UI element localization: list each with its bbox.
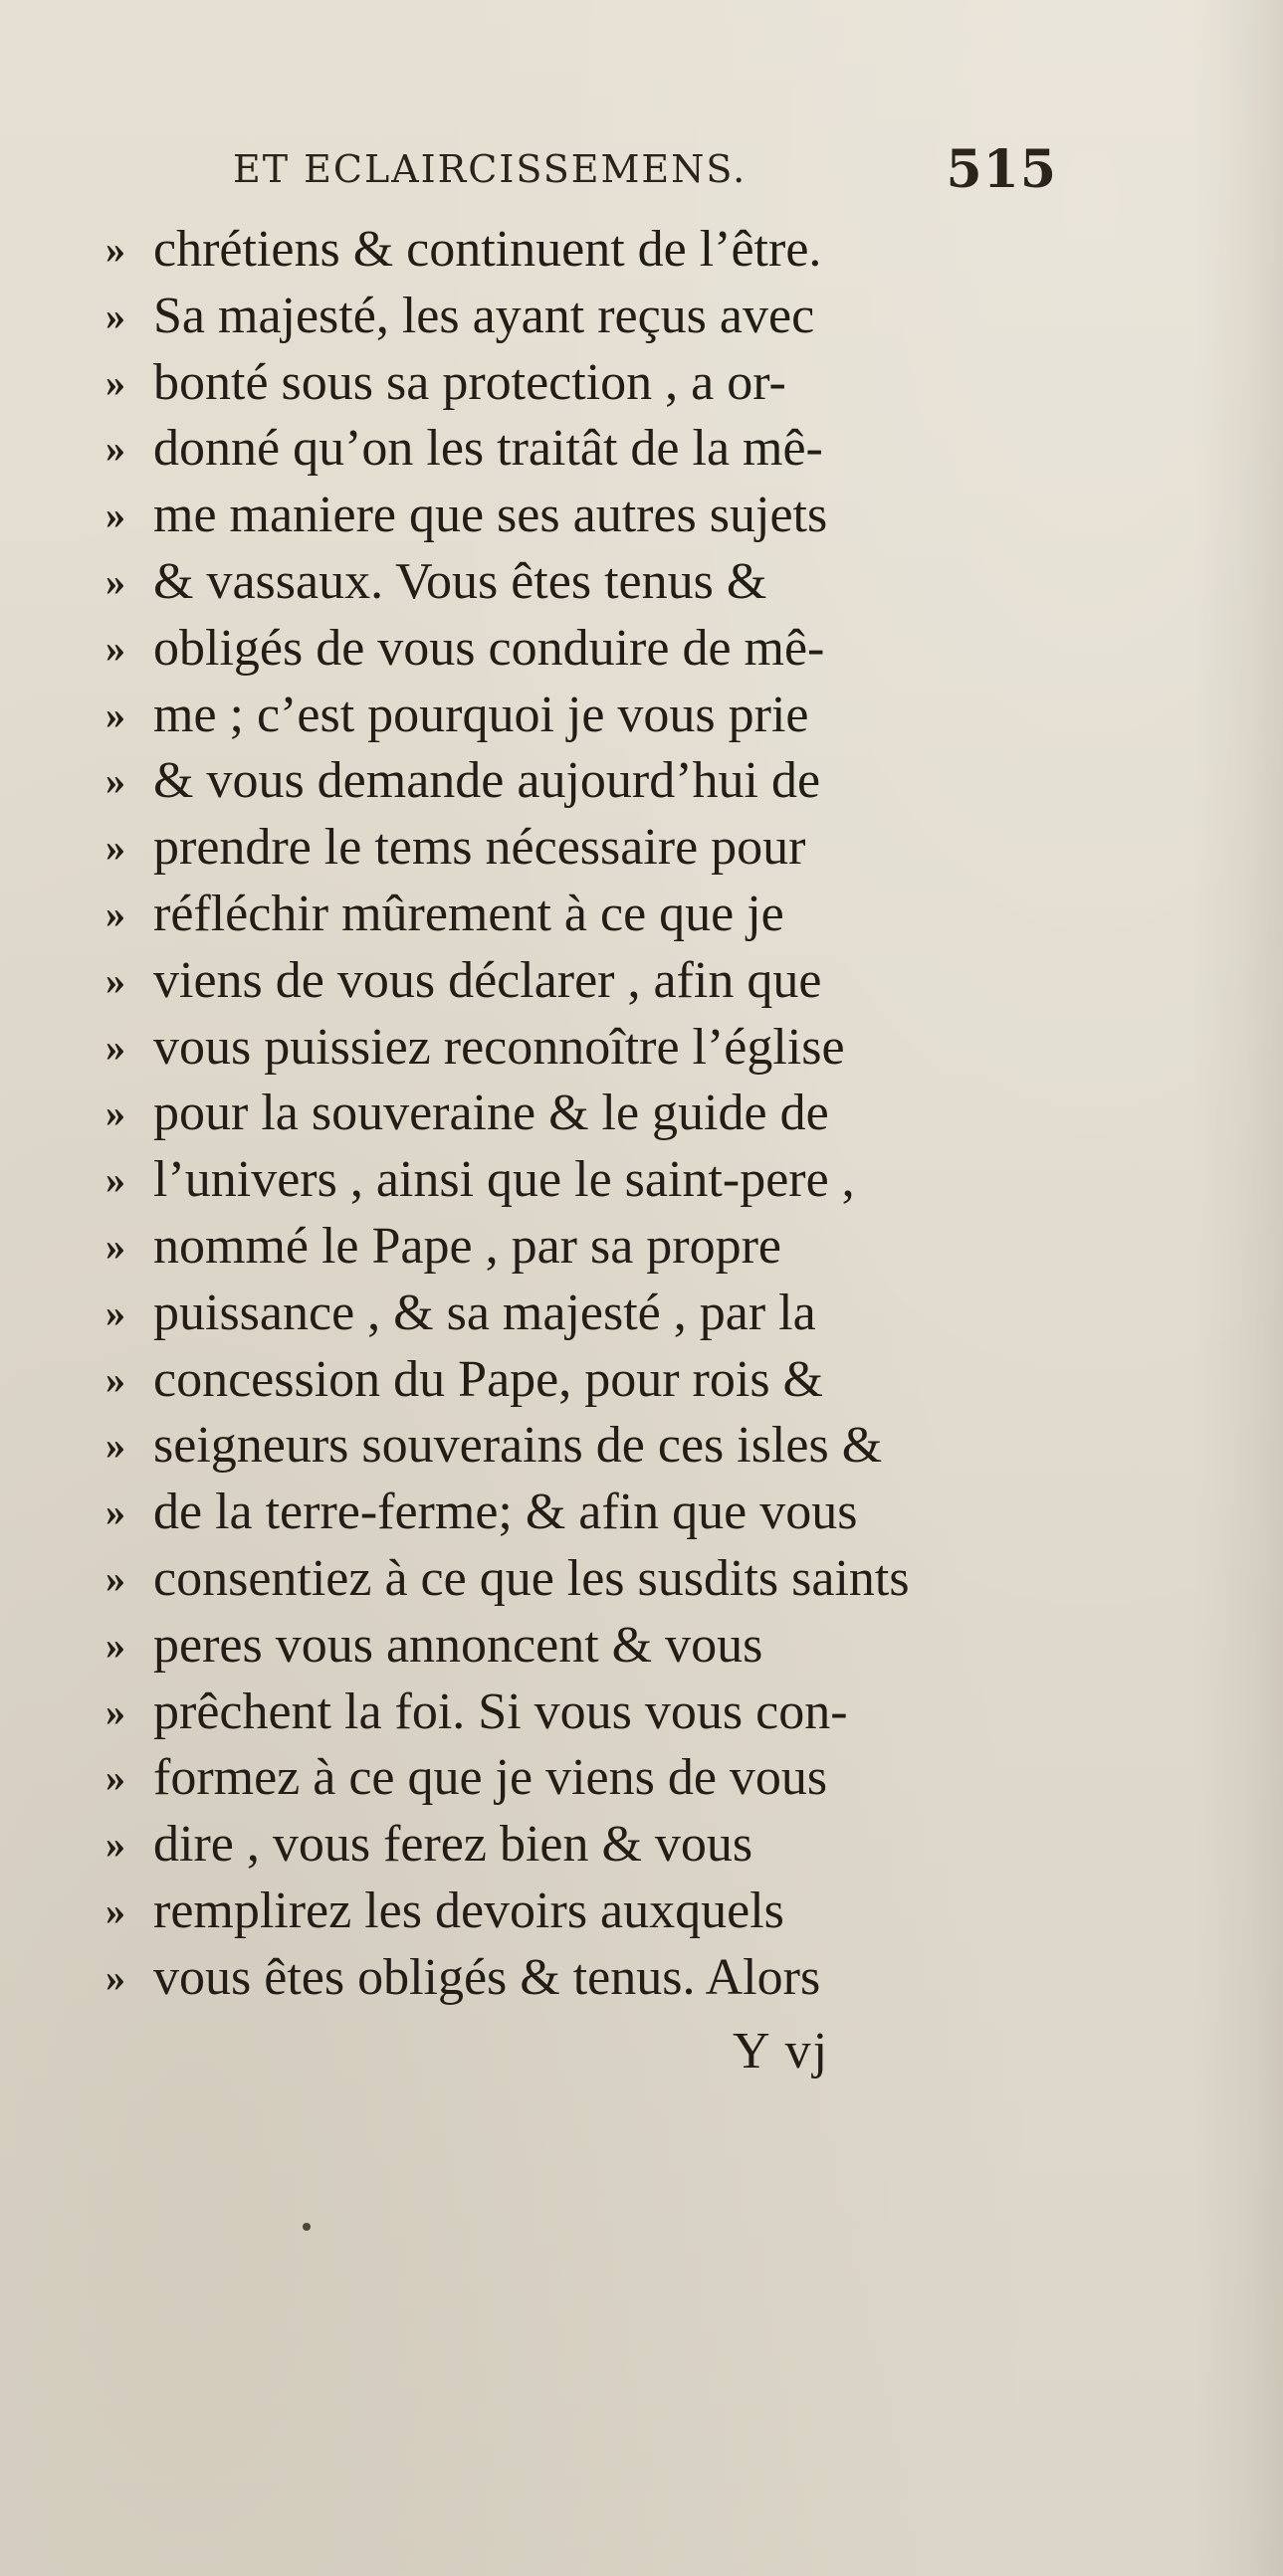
text-line [106, 815, 1061, 882]
line-text: donné qu’on les traitât de la mê- [153, 420, 823, 478]
line-text: & vous demande aujourd’hui de [153, 752, 821, 810]
quote-mark: » [106, 1887, 125, 1933]
body-text [106, 217, 1061, 2012]
quote-mark: » [106, 227, 125, 272]
text-line [106, 882, 1061, 948]
quote-mark: » [106, 625, 125, 671]
quote-mark: » [106, 692, 125, 737]
quote-mark: » [106, 293, 125, 338]
text-line [106, 1413, 1061, 1480]
text-line [106, 1546, 1061, 1613]
quote-mark: » [106, 426, 125, 472]
quote-mark: » [106, 1024, 125, 1070]
line-text: concession du Pape, pour rois & [153, 1350, 824, 1408]
text-line [106, 1745, 1061, 1812]
text-line [106, 1015, 1061, 1082]
line-text: réfléchir mûrement à ce que je [153, 885, 784, 942]
quote-mark: » [106, 957, 125, 1003]
quote-mark: » [106, 1289, 125, 1335]
text-line [106, 1281, 1061, 1347]
text-line [106, 1879, 1061, 1945]
text-line [106, 217, 1061, 284]
text-line [106, 1613, 1061, 1680]
line-text: me ; c’est pourquoi je vous prie [153, 686, 809, 743]
quote-mark: » [106, 558, 125, 604]
quote-mark: » [106, 1157, 125, 1203]
quote-mark: » [106, 1755, 125, 1801]
text-line [106, 483, 1061, 549]
line-text: formez à ce que je viens de vous [153, 1749, 828, 1807]
line-text: dire , vous ferez bien & vous [153, 1816, 753, 1874]
line-text: peres vous annoncent & vous [153, 1616, 763, 1674]
text-line [106, 549, 1061, 616]
text-line [106, 683, 1061, 749]
text-line [106, 1680, 1061, 1746]
quote-mark: » [106, 891, 125, 936]
line-text: de la terre-ferme; & afin que vous [153, 1484, 858, 1541]
text-line [106, 1480, 1061, 1546]
text-line [106, 1812, 1061, 1879]
line-text: chrétiens & continuent de l’être. [153, 221, 822, 278]
line-text: pour la souveraine & le guide de [153, 1085, 829, 1142]
text-line [106, 1347, 1061, 1414]
line-text: nommé le Pape , par sa propre [153, 1217, 782, 1275]
line-text: remplirez les devoirs auxquels [153, 1882, 784, 1939]
ink-speck-decoration [303, 2223, 311, 2231]
line-text: consentiez à ce que les susdits saints [153, 1549, 910, 1607]
quote-mark: » [106, 1356, 125, 1402]
catchword-signature: Y vj [733, 2023, 830, 2080]
text-line [106, 616, 1061, 683]
quote-mark: » [106, 1555, 125, 1601]
line-text: bonté sous sa protection , a or- [153, 353, 786, 411]
quote-mark: » [106, 359, 125, 405]
line-text: prêchent la foi. Si vous vous con- [153, 1683, 848, 1740]
line-text: Sa majesté, les ayant reçus avec [153, 287, 815, 344]
quote-mark: » [106, 825, 125, 871]
quote-mark: » [106, 1822, 125, 1868]
quote-mark: » [106, 1489, 125, 1535]
text-line [106, 1945, 1061, 2012]
line-text: seigneurs souverains de ces isles & [153, 1417, 883, 1475]
quote-mark: » [106, 1423, 125, 1469]
line-text: obligés de vous conduire de mê- [153, 619, 825, 677]
line-text: l’univers , ainsi que le saint-pere , [153, 1151, 855, 1209]
line-text: prendre le tems nécessaire pour [153, 819, 806, 877]
page-edge-shadow [1193, 0, 1283, 2576]
text-line [106, 1147, 1061, 1214]
quote-mark: » [106, 1688, 125, 1734]
quote-mark: » [106, 1954, 125, 2000]
text-line [106, 748, 1061, 815]
line-text: puissance , & sa majesté , par la [153, 1284, 816, 1341]
line-text: me maniere que ses autres sujets [153, 487, 828, 544]
quote-mark: » [106, 1622, 125, 1668]
running-head: ET ECLAIRCISSEMENS. [233, 147, 748, 191]
quote-mark: » [106, 758, 125, 804]
page-number: 515 [946, 139, 1057, 200]
quote-mark: » [106, 493, 125, 538]
text-line [106, 284, 1061, 350]
text-line [106, 350, 1061, 417]
quote-mark: » [106, 1090, 125, 1136]
text-line [106, 1081, 1061, 1147]
text-line [106, 416, 1061, 483]
line-text: viens de vous déclarer , afin que [153, 951, 822, 1009]
line-text: vous êtes obligés & tenus. Alors [153, 1948, 821, 2006]
line-text: & vassaux. Vous êtes tenus & [153, 552, 767, 610]
line-text: vous puissiez reconnoître l’église [153, 1018, 845, 1076]
quote-mark: » [106, 1223, 125, 1269]
text-line [106, 1214, 1061, 1281]
text-line [106, 948, 1061, 1015]
page-header [233, 139, 1059, 209]
